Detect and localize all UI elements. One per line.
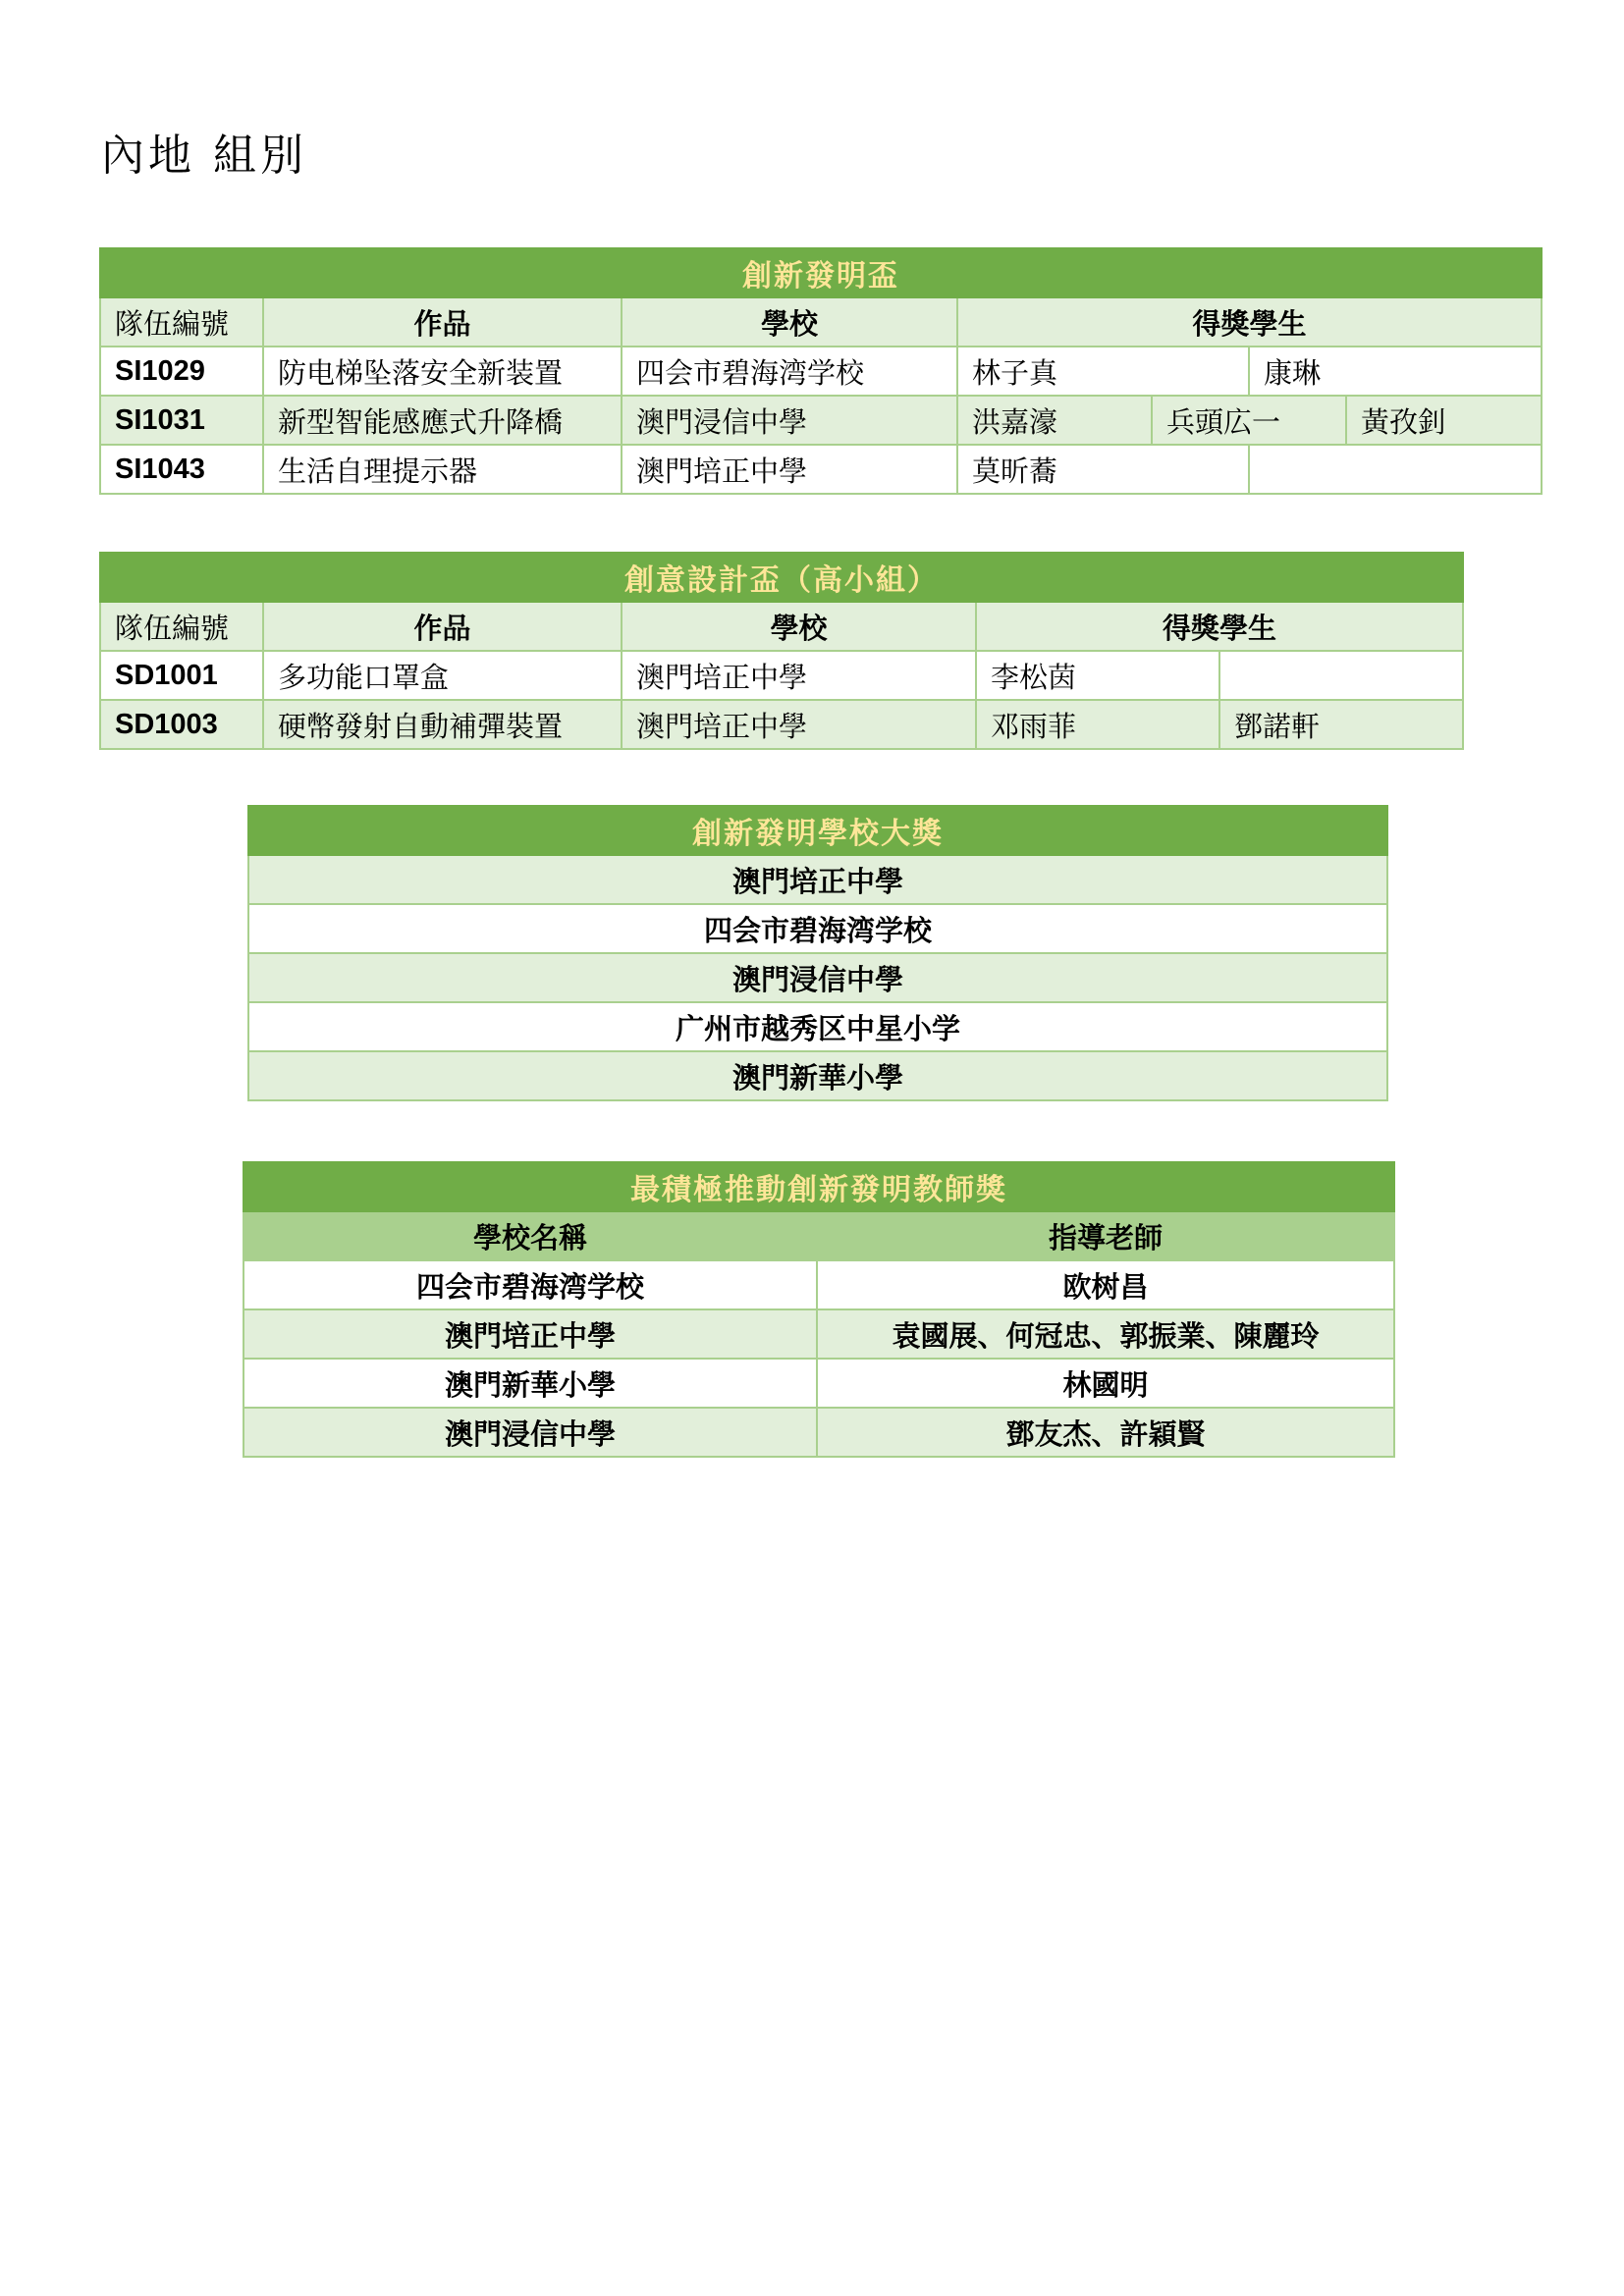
table-row — [100, 445, 1542, 494]
column-header-school-name: 學校名稱 — [244, 1211, 817, 1260]
team-code: SI1031 — [100, 396, 263, 445]
student-name: 洪嘉濠 — [957, 396, 1152, 445]
school-award-table — [247, 805, 1388, 1101]
team-code: SD1003 — [100, 700, 263, 749]
student-name — [1249, 445, 1542, 494]
school-name: 澳門培正中學 — [248, 855, 1387, 904]
column-header-school: 學校 — [622, 602, 976, 651]
school-name: 澳門新華小學 — [244, 1359, 817, 1408]
table-title: 最積極推動創新發明教師獎 — [244, 1162, 1394, 1211]
school-name: 澳門培正中學 — [622, 445, 957, 494]
school-name: 澳門培正中學 — [622, 651, 976, 700]
teacher-names: 鄧友杰、許穎賢 — [817, 1408, 1394, 1457]
teacher-names: 林國明 — [817, 1359, 1394, 1408]
school-name: 澳門培正中學 — [622, 700, 976, 749]
school-name: 澳門培正中學 — [244, 1309, 817, 1359]
student-name: 邓雨菲 — [976, 700, 1219, 749]
column-header-work: 作品 — [263, 602, 622, 651]
work-name: 硬幣發射自動補彈裝置 — [263, 700, 622, 749]
teacher-award-table — [243, 1161, 1395, 1458]
team-code: SD1001 — [100, 651, 263, 700]
team-code: SI1043 — [100, 445, 263, 494]
school-name: 澳門浸信中學 — [244, 1408, 817, 1457]
school-name: 澳門浸信中學 — [622, 396, 957, 445]
column-header-team-no: 隊伍編號 — [100, 602, 263, 651]
school-name: 四会市碧海湾学校 — [622, 347, 957, 396]
work-name: 新型智能感應式升降橋 — [263, 396, 622, 445]
column-header-students: 得獎學生 — [957, 297, 1542, 347]
table-row — [244, 1408, 1394, 1457]
school-name: 澳門浸信中學 — [248, 953, 1387, 1002]
table-title: 創新發明學校大獎 — [248, 806, 1387, 855]
table-row — [100, 347, 1542, 396]
work-name: 防电梯坠落安全新装置 — [263, 347, 622, 396]
work-name: 多功能口罩盒 — [263, 651, 622, 700]
student-name: 黃孜釗 — [1346, 396, 1542, 445]
creative-design-cup-table — [99, 552, 1464, 750]
school-name: 澳門新華小學 — [248, 1051, 1387, 1100]
teacher-names: 袁國展、何冠忠、郭振業、陳麗玲 — [817, 1309, 1394, 1359]
table-row — [244, 1359, 1394, 1408]
school-name: 广州市越秀区中星小学 — [248, 1002, 1387, 1051]
table-row — [100, 651, 1463, 700]
student-name: 莫昕蕎 — [957, 445, 1249, 494]
column-header-school: 學校 — [622, 297, 957, 347]
table-row — [100, 396, 1542, 445]
student-name — [1219, 651, 1463, 700]
school-name: 四会市碧海湾学校 — [244, 1260, 817, 1309]
school-name: 四会市碧海湾学校 — [248, 904, 1387, 953]
student-name: 鄧諾軒 — [1219, 700, 1463, 749]
column-header-work: 作品 — [263, 297, 622, 347]
teacher-names: 欧树昌 — [817, 1260, 1394, 1309]
column-header-students: 得獎學生 — [976, 602, 1463, 651]
column-header-team-no: 隊伍編號 — [100, 297, 263, 347]
column-header-teacher: 指導老師 — [817, 1211, 1394, 1260]
student-name: 林子真 — [957, 347, 1249, 396]
work-name: 生活自理提示器 — [263, 445, 622, 494]
team-code: SI1029 — [100, 347, 263, 396]
page-title: 內地 組別 — [101, 131, 307, 181]
innovation-invention-cup-table — [99, 247, 1543, 495]
student-name: 康琳 — [1249, 347, 1542, 396]
table-title: 創新發明盃 — [100, 248, 1542, 297]
table-row — [100, 700, 1463, 749]
table-row — [244, 1309, 1394, 1359]
student-name: 李松茵 — [976, 651, 1219, 700]
student-name: 兵頭広一 — [1152, 396, 1346, 445]
table-title: 創意設計盃（高小組） — [100, 553, 1463, 602]
table-row — [244, 1260, 1394, 1309]
